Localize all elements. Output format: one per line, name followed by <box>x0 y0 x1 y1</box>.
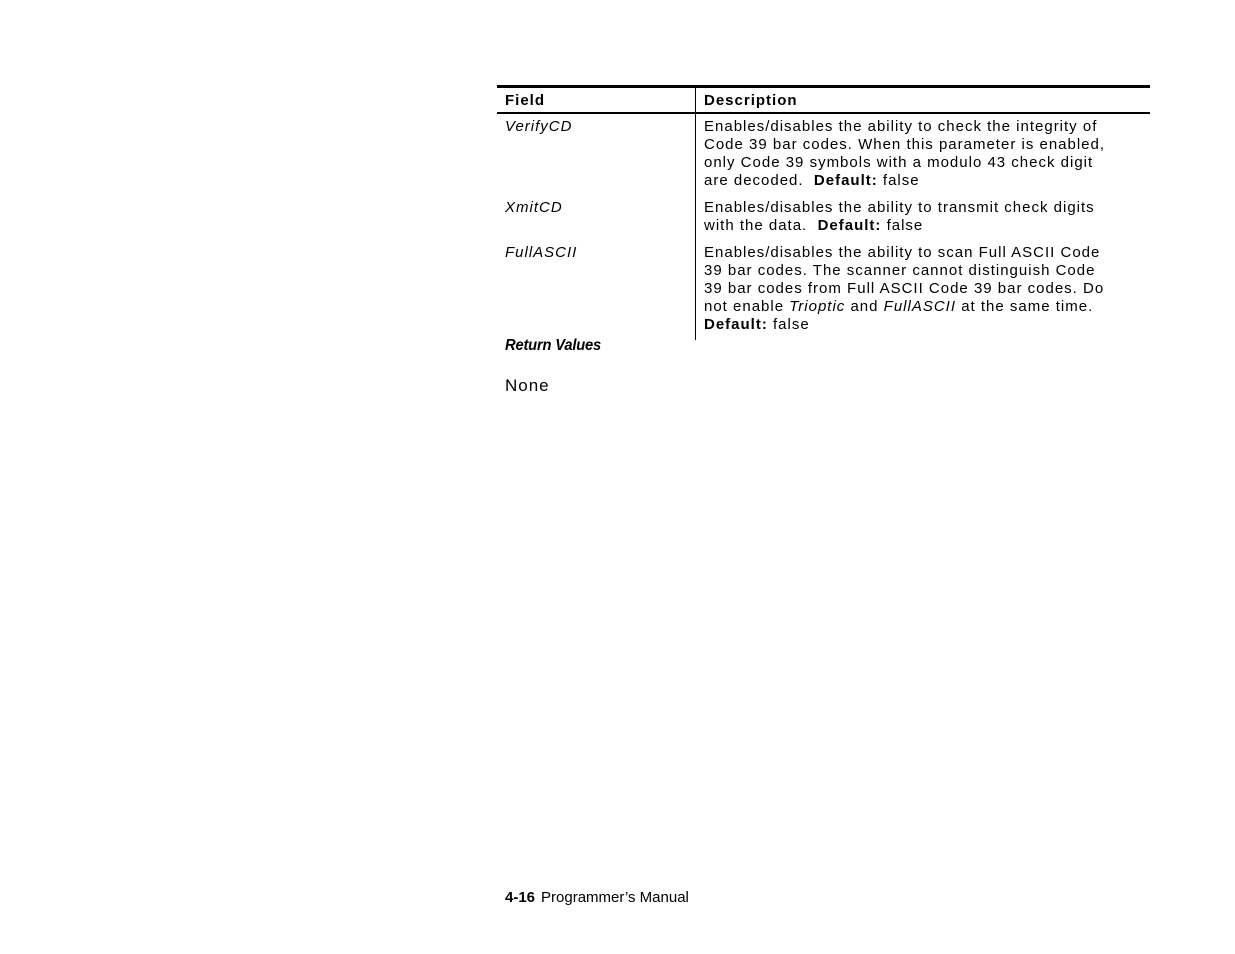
field-name: XmitCD <box>497 196 696 241</box>
description-text: with the data. <box>704 217 818 234</box>
default-value: false <box>767 316 810 333</box>
table-header-row <box>497 87 1150 114</box>
default-label: Default: <box>813 172 878 189</box>
description-line: Enables/disables the ability to scan Full ASCII Code <box>704 244 1101 261</box>
description-line: Enables/disables the ability to transmit check digits <box>704 199 1095 216</box>
description-line: Code 39 bar codes. When this parameter is enabled, <box>704 136 1106 153</box>
page-number: 4-16 <box>505 889 536 906</box>
description-line <box>704 316 1142 334</box>
description-line: 39 bar codes from Full ASCII Code 39 bar codes. Do <box>704 280 1105 297</box>
header-description: Description <box>696 87 1151 114</box>
field-description <box>696 113 1151 196</box>
field-reference: Trioptic <box>789 298 846 315</box>
field-name: FullASCII <box>497 241 696 340</box>
default-value: false <box>881 217 924 234</box>
description-line: Enables/disables the ability to check the integrity of <box>704 118 1098 135</box>
field-name: VerifyCD <box>497 113 696 196</box>
field-description <box>696 241 1151 340</box>
description-line: only Code 39 symbols with a modulo 43 check digit <box>704 154 1094 171</box>
default-value: false <box>877 172 920 189</box>
description-text: and <box>845 298 884 315</box>
default-label: Default: <box>817 217 882 234</box>
description-line <box>704 298 1142 316</box>
description-text: not enable <box>704 298 790 315</box>
return-values-text: None <box>505 376 550 395</box>
return-values-heading: Return Values <box>505 337 602 354</box>
description-text: are decoded. <box>704 172 814 189</box>
field-reference: FullASCII <box>883 298 957 315</box>
page-footer <box>505 889 689 906</box>
table-row <box>497 113 1150 196</box>
parameter-table <box>497 85 1150 340</box>
table-row <box>497 196 1150 241</box>
header-field: Field <box>497 87 696 114</box>
description-line <box>704 217 1142 235</box>
manual-title: Programmer’s Manual <box>541 889 689 906</box>
default-label: Default: <box>704 316 768 333</box>
description-text: at the same time. <box>956 298 1094 315</box>
field-description <box>696 196 1151 241</box>
description-line <box>704 172 1142 190</box>
table-row <box>497 241 1150 340</box>
description-line: 39 bar codes. The scanner cannot distinguish Code <box>704 262 1096 279</box>
